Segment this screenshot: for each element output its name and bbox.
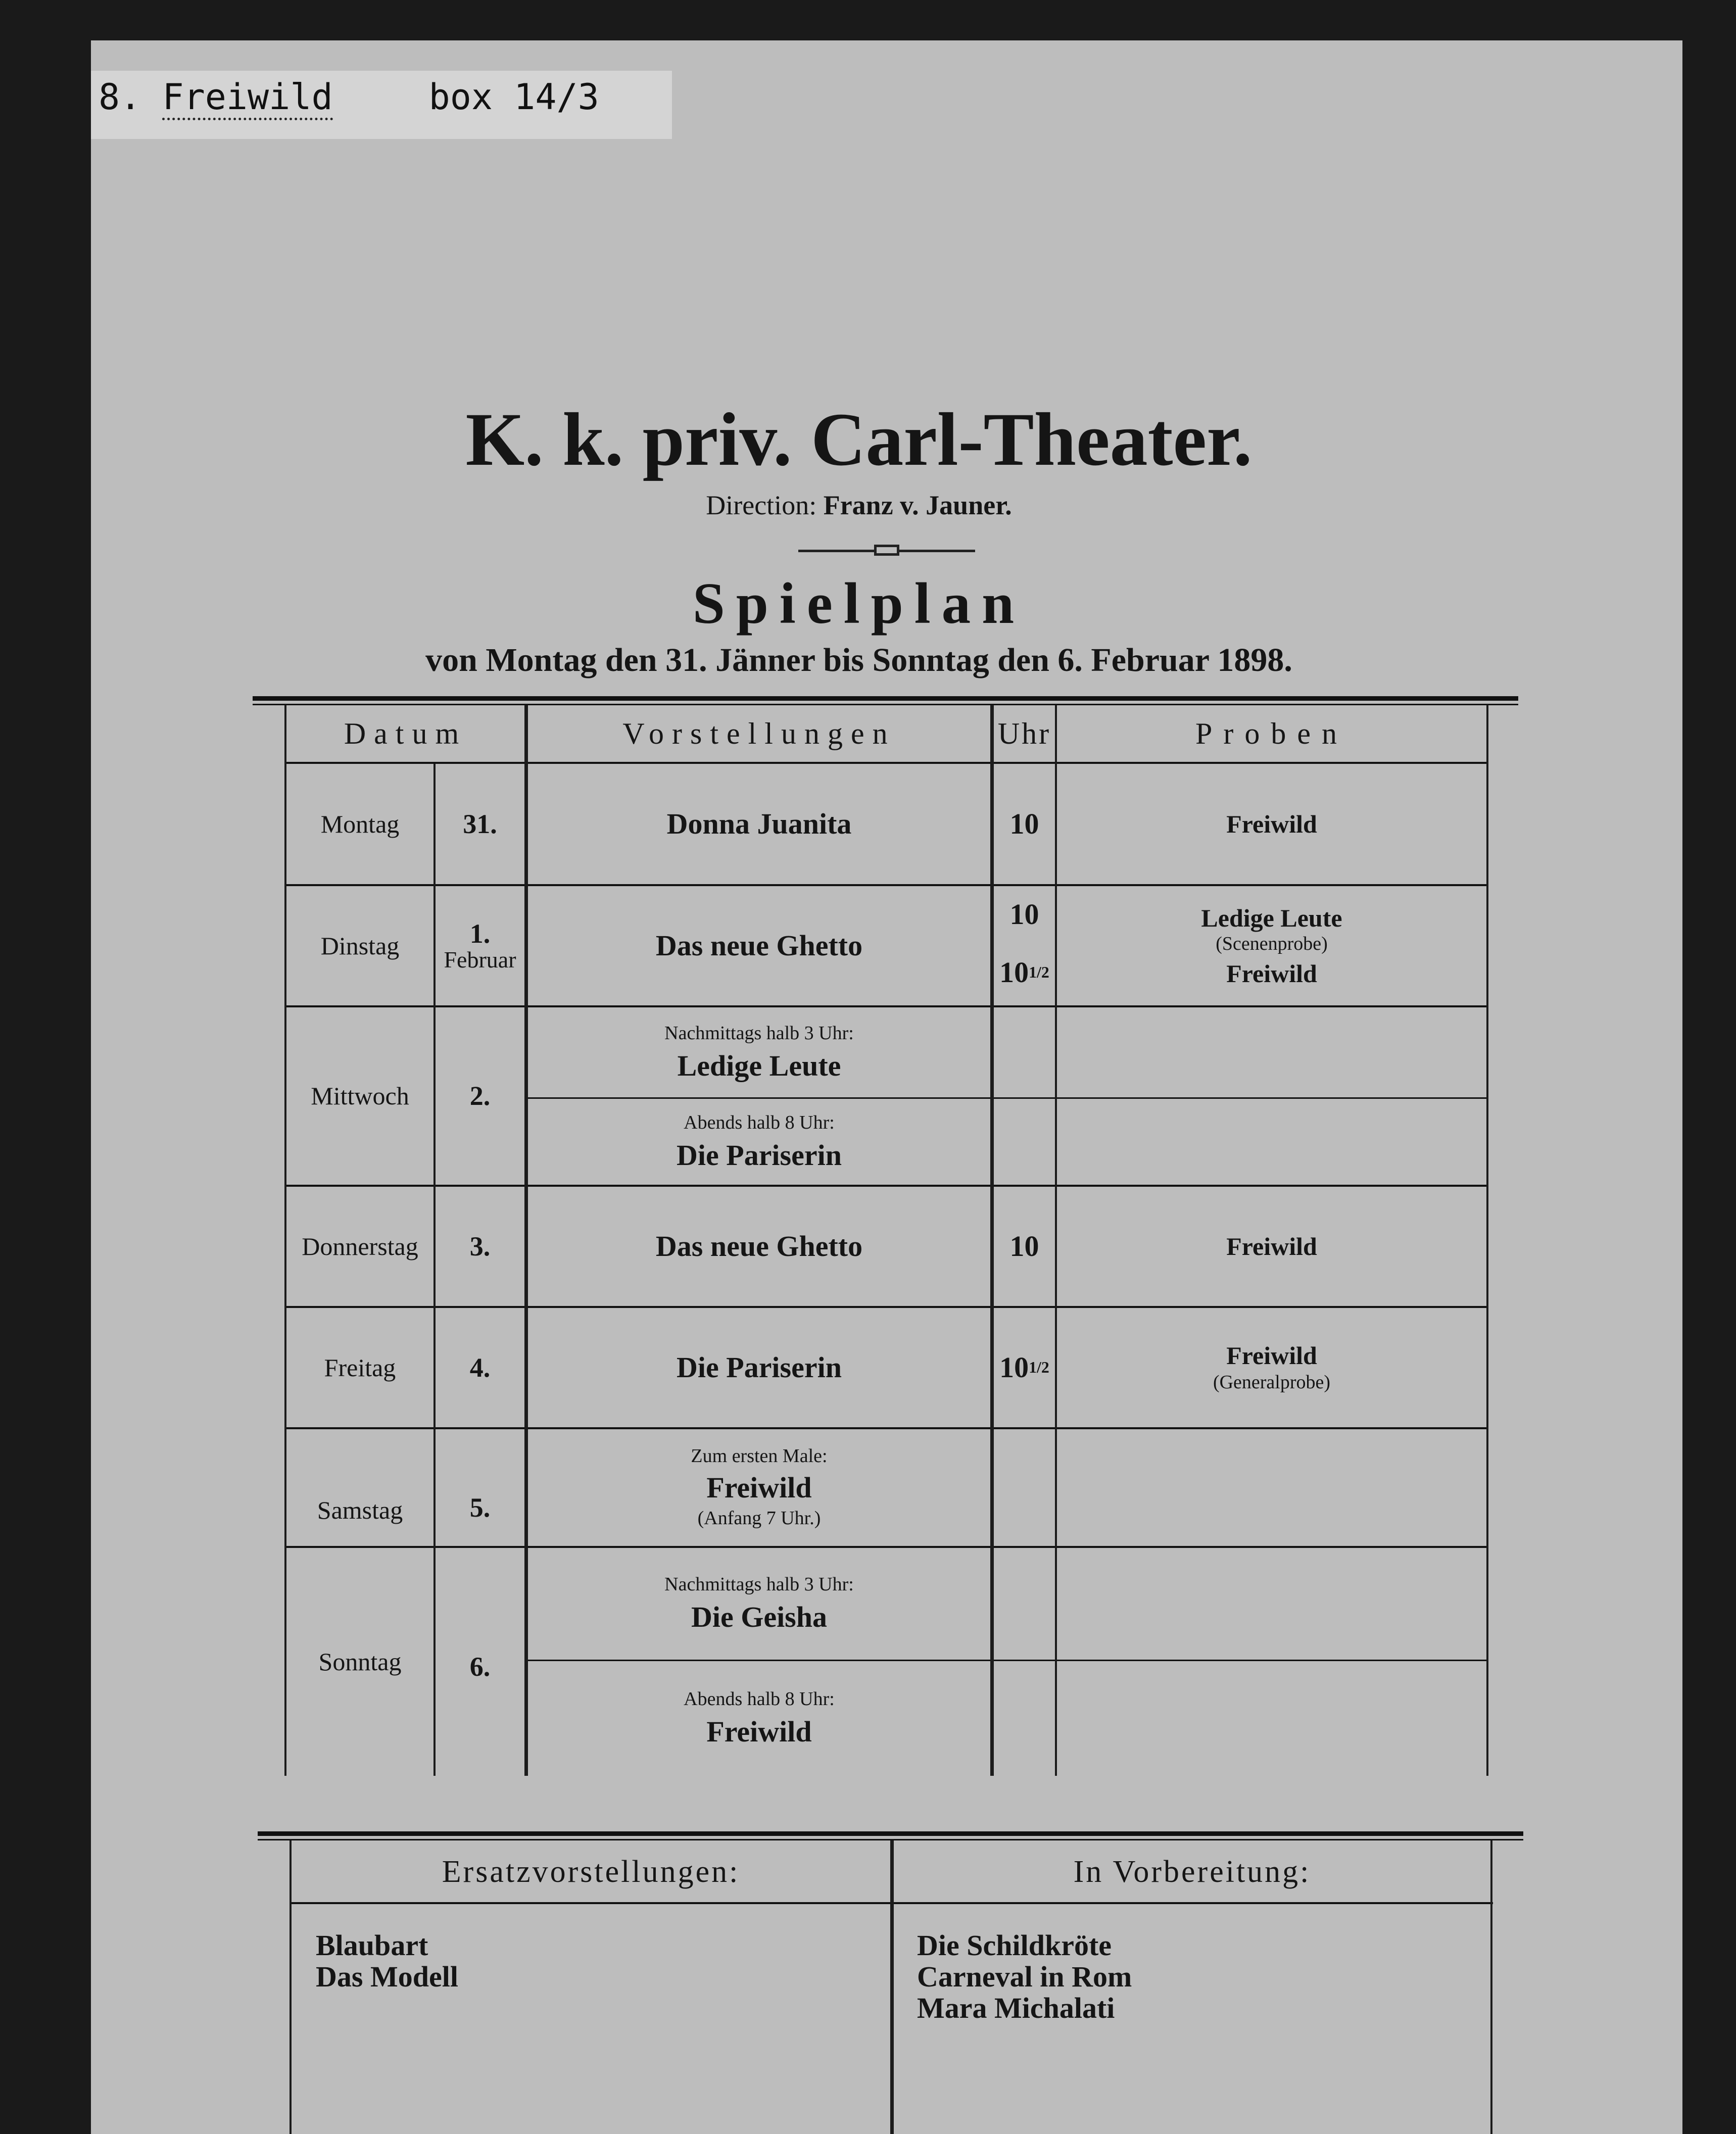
ersatz-heading: Ersatzvorstellungen: xyxy=(442,1854,740,1889)
footer-middle-line xyxy=(890,1840,894,2134)
spielplan-heading: Spielplan xyxy=(692,571,1026,636)
column-line xyxy=(524,705,528,1776)
row-show: Die Pariserin xyxy=(677,1350,842,1384)
list-item: Die Schildkröte xyxy=(917,1929,1112,1962)
archive-label-text xyxy=(99,72,599,122)
row-show-afternoon xyxy=(528,1548,990,1660)
list-item: Mara Michalati xyxy=(917,1992,1115,2024)
row-show: Donna Juanita xyxy=(666,807,852,840)
row-time: 10 xyxy=(1009,897,1039,931)
rehearsal-title: Freiwild xyxy=(1226,959,1317,988)
column-line xyxy=(990,705,994,1776)
row-date xyxy=(436,886,524,1005)
footer-top-rule xyxy=(258,1831,1523,1836)
show-title: Die Geisha xyxy=(691,1601,828,1633)
row-date: 31. xyxy=(463,808,497,839)
row-rehearsal xyxy=(1057,886,1486,1005)
row-date: 6. xyxy=(469,1652,491,1682)
list-item: Das Modell xyxy=(316,1960,458,1993)
show-title: Freiwild xyxy=(706,1471,812,1505)
rehearsal-note: (Generalprobe) xyxy=(1213,1372,1331,1393)
label-box: box 14/3 xyxy=(428,76,599,118)
show-title: Die Pariserin xyxy=(677,1138,842,1172)
theater-title: K. k. priv. Carl-Theater. xyxy=(465,398,1252,481)
rehearsal-title: Ledige Leute xyxy=(1201,903,1342,932)
header-proben: Proben xyxy=(1195,717,1348,750)
vorbereitung-list xyxy=(917,1930,1473,2024)
label-work: Freiwild xyxy=(162,76,332,120)
row-rehearsal: Freiwild xyxy=(1226,809,1317,838)
show-title: Freiwild xyxy=(706,1715,812,1748)
row-show: Das neue Ghetto xyxy=(655,929,863,962)
label-number: 8. xyxy=(99,76,141,118)
show-note: Abends halb 8 Uhr: xyxy=(684,1111,835,1133)
row-date: 3. xyxy=(469,1231,491,1262)
row-time: 10 xyxy=(1009,807,1039,840)
direction-line xyxy=(152,485,1566,525)
row-show: Das neue Ghetto xyxy=(655,1229,863,1263)
show-note: Nachmittags halb 3 Uhr: xyxy=(664,1574,854,1595)
row-day: Mittwoch xyxy=(311,1082,409,1110)
direction-label: Direction: xyxy=(706,490,817,520)
row-rehearsal: Freiwild xyxy=(1226,1232,1317,1260)
ersatz-list xyxy=(316,1930,872,1993)
row-date: 5. xyxy=(469,1492,491,1523)
row-day: Samstag xyxy=(317,1496,403,1525)
row-date: 2. xyxy=(469,1081,491,1111)
row-time: 10 1/2 xyxy=(999,955,1049,989)
table-top-rule xyxy=(253,696,1518,701)
row-day: Montag xyxy=(320,809,400,838)
row-rehearsal xyxy=(1057,1308,1486,1427)
row-time: 10 xyxy=(1009,1229,1039,1263)
header-vorstellungen: Vorstellungen xyxy=(622,717,896,750)
date-range: von Montag den 31. Jänner bis Sonntag den 6. Februar 1898. xyxy=(425,642,1292,678)
row-day: Dinstag xyxy=(320,931,400,960)
show-note: (Anfang 7 Uhr.) xyxy=(697,1507,821,1529)
table-top-rule-thin xyxy=(253,704,1518,705)
date-number: 1. xyxy=(469,918,491,949)
footer-right-line xyxy=(1490,1840,1492,2134)
show-note: Abends halb 8 Uhr: xyxy=(684,1688,835,1710)
header-datum: Datum xyxy=(344,717,467,750)
row-time: 10 1/2 xyxy=(999,1350,1049,1384)
rehearsal-title: Freiwild xyxy=(1226,1341,1317,1370)
director-name: Franz v. Jauner. xyxy=(823,490,1012,520)
row-show xyxy=(528,1429,990,1546)
row-show-evening xyxy=(528,1661,990,1776)
row-day: Donnerstag xyxy=(302,1232,418,1260)
column-line xyxy=(1486,705,1488,1776)
rehearsal-note: (Scenenprobe) xyxy=(1216,933,1328,955)
list-item: Carneval in Rom xyxy=(917,1960,1132,1993)
row-date: 4. xyxy=(469,1352,491,1383)
date-month: Februar xyxy=(444,947,516,973)
row-day: Freitag xyxy=(324,1353,396,1382)
show-note: Zum ersten Male: xyxy=(691,1445,828,1467)
show-title: Ledige Leute xyxy=(677,1049,841,1082)
list-item: Blaubart xyxy=(316,1929,428,1962)
row-show-evening xyxy=(528,1099,990,1185)
vorbereitung-heading: In Vorbereitung: xyxy=(1073,1854,1311,1889)
header-uhr: Uhr xyxy=(997,717,1051,750)
row-show-afternoon xyxy=(528,1007,990,1097)
row-day: Sonntag xyxy=(318,1647,402,1676)
show-note: Nachmittags halb 3 Uhr: xyxy=(664,1022,854,1044)
ornament-divider xyxy=(798,545,975,557)
